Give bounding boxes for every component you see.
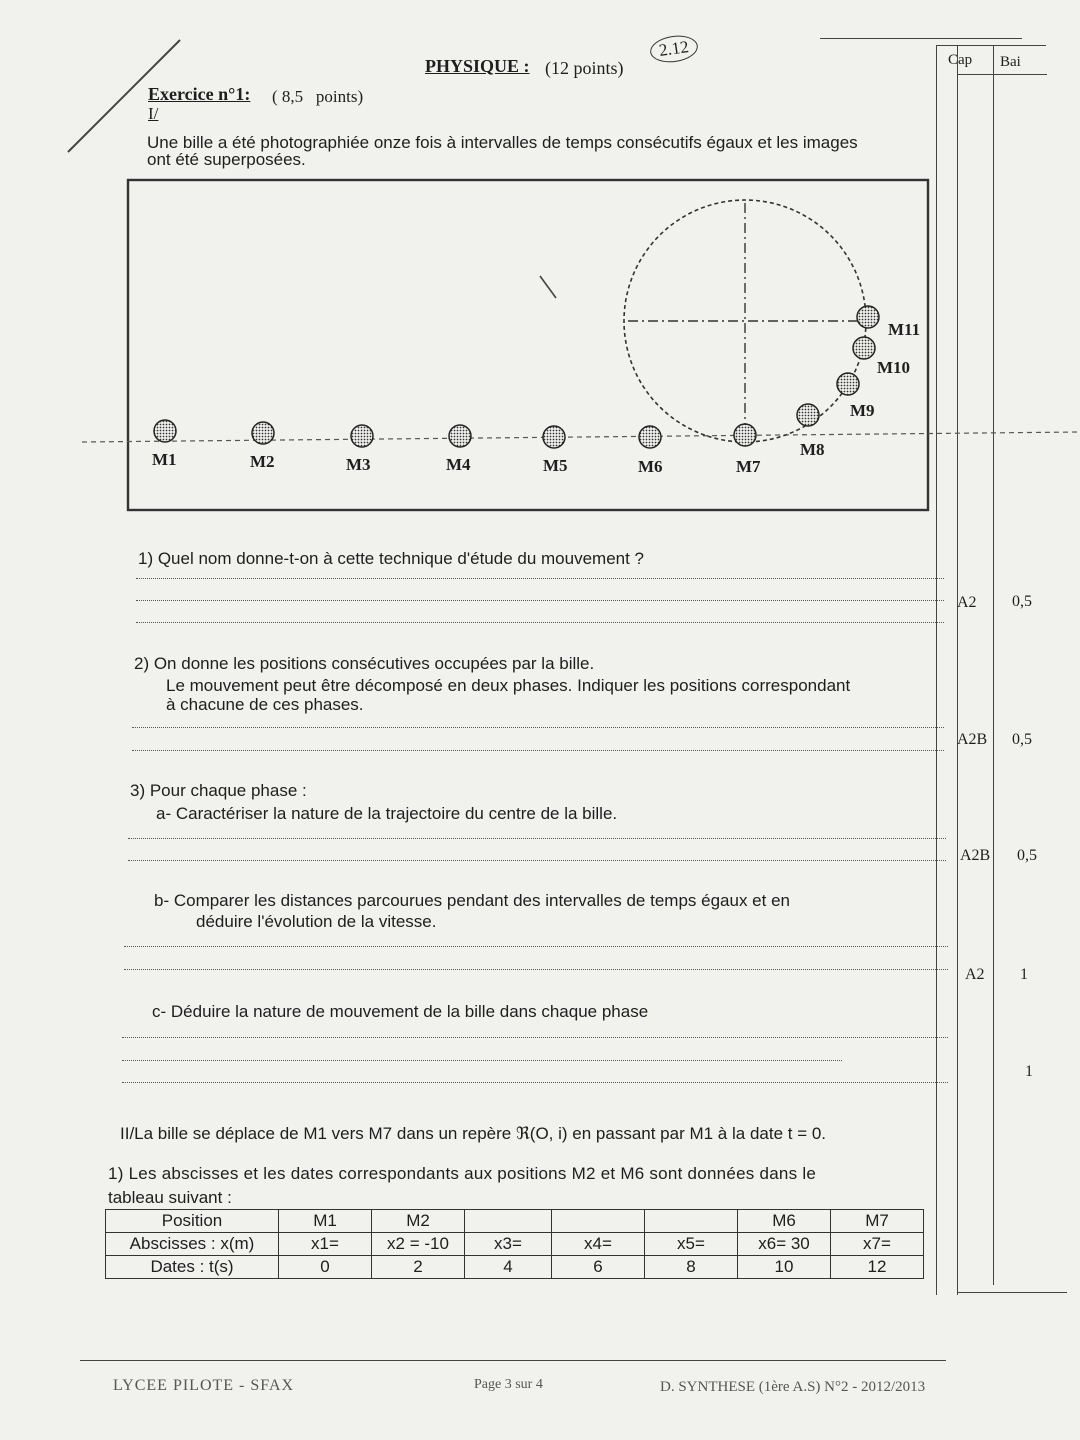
label-m1: M1: [152, 450, 177, 469]
ball-m5: [543, 426, 565, 448]
table-cell: M6: [738, 1210, 831, 1233]
trajectory-line: [82, 432, 1080, 442]
table-cell: 12: [831, 1256, 924, 1279]
answer-line: [132, 727, 944, 728]
part-two-question-1-line-2: tableau suivant :: [108, 1188, 232, 1207]
right-column-bottom-rule: [957, 1292, 1067, 1293]
question-2-line-1: 2) On donne les positions consécutives occupées par la bille.: [134, 654, 595, 673]
right-column-header-rule: [936, 45, 1046, 46]
table-cell: [645, 1210, 738, 1233]
stray-mark: [540, 276, 556, 298]
label-m4: M4: [446, 455, 471, 474]
answer-line: [132, 750, 944, 751]
question-3: 3) Pour chaque phase :: [130, 781, 307, 800]
table-cell: x5=: [645, 1233, 738, 1256]
ball-m9: [837, 373, 859, 395]
footer-exam: D. SYNTHESE (1ère A.S) N°2 - 2012/2013: [660, 1379, 926, 1395]
label-m9: M9: [850, 401, 875, 420]
table-cell: x1=: [279, 1233, 372, 1256]
ball-m6: [639, 426, 661, 448]
footer-rule: [80, 1360, 946, 1361]
answer-line: [128, 838, 946, 839]
table-row-header: Position: [106, 1210, 279, 1233]
answer-line: [124, 946, 948, 947]
answer-line: [122, 1037, 948, 1038]
grading-points-5: 1: [1025, 1063, 1033, 1080]
exercise-points: ( 8,5 points): [272, 87, 364, 106]
question-3c: c- Déduire la nature de mouvement de la bille dans chaque phase: [152, 1002, 649, 1021]
table-cell: x3=: [465, 1233, 552, 1256]
subject-title: PHYSIQUE :: [425, 56, 530, 76]
part-two-intro: II/La bille se déplace de M1 vers M7 dans un repère ℜ(O, i) en passant par M1 à la date t = 0.: [120, 1124, 827, 1143]
table-cell: 0: [279, 1256, 372, 1279]
question-3b-line-1: b- Comparer les distances parcourues pendant des intervalles de temps égaux et en: [154, 891, 790, 910]
question-3a: a- Caractériser la nature de la trajectoire du centre de la bille.: [156, 804, 618, 823]
table-cell: 4: [465, 1256, 552, 1279]
label-m3: M3: [346, 455, 371, 474]
ball-m2: [252, 422, 274, 444]
label-m11: M11: [888, 320, 921, 339]
table-cell: 2: [372, 1256, 465, 1279]
label-m7: M7: [736, 457, 761, 476]
intro-line-1: Une bille a été photographiée onze fois à intervalles de temps consécutifs égaux et les images: [147, 133, 858, 152]
table-row: [106, 1256, 924, 1279]
label-m2: M2: [250, 452, 275, 471]
exercise-title: Exercice n°1:: [148, 84, 251, 104]
question-2-line-3: à chacune de ces phases.: [166, 695, 364, 714]
question-1: 1) Quel nom donne-t-on à cette technique d'étude du mouvement ?: [138, 549, 645, 568]
grading-points-4: 1: [1020, 966, 1028, 983]
table-row: [106, 1233, 924, 1256]
ball-m11: [857, 306, 879, 328]
part-two-question-1-line-1: 1) Les abscisses et les dates correspondants aux positions M2 et M6 sont données dans le: [108, 1164, 817, 1183]
grading-cap-3: A2B: [960, 847, 991, 864]
table-cell: M2: [372, 1210, 465, 1233]
ball-m4: [449, 425, 471, 447]
grading-points-1: 0,5: [1012, 593, 1032, 610]
grading-points-3: 0,5: [1017, 847, 1037, 864]
grading-points-2: 0,5: [1012, 731, 1032, 748]
ball-m10: [853, 337, 875, 359]
page-mark: 2.12: [648, 33, 699, 65]
answer-line: [128, 860, 946, 861]
table-cell: 10: [738, 1256, 831, 1279]
ball-m8: [797, 404, 819, 426]
bar-header: Bai: [1000, 54, 1021, 70]
subject-points: (12 points): [545, 58, 624, 78]
table-cell: x4=: [552, 1233, 645, 1256]
table-cell: x2 = -10: [372, 1233, 465, 1256]
table-cell: 8: [645, 1256, 738, 1279]
figure-frame: [128, 180, 928, 510]
footer-school: LYCEE PILOTE - SFAX: [113, 1377, 295, 1394]
table-cell: x7=: [831, 1233, 924, 1256]
footer-page: Page 3 sur 4: [474, 1377, 543, 1392]
part-one-label: I/: [148, 104, 159, 123]
grading-cap-1: A2: [957, 594, 977, 611]
ball-m1: [154, 420, 176, 442]
answer-line: [124, 969, 948, 970]
answer-line: [122, 1060, 842, 1061]
table-row-header: Abscisses : x(m): [106, 1233, 279, 1256]
right-column-top-rule: [820, 38, 1022, 39]
table-cell: 6: [552, 1256, 645, 1279]
grading-cap-4: A2: [965, 966, 985, 983]
label-m5: M5: [543, 456, 568, 475]
cap-header: Cap: [948, 52, 973, 68]
answer-line: [122, 1082, 948, 1083]
right-column-header-bottom: [957, 74, 1047, 75]
table-cell: x6= 30: [738, 1233, 831, 1256]
table-row-header: Dates : t(s): [106, 1256, 279, 1279]
table-cell: M7: [831, 1210, 924, 1233]
table-cell: [552, 1210, 645, 1233]
label-m6: M6: [638, 457, 663, 476]
label-m8: M8: [800, 440, 825, 459]
table-cell: M1: [279, 1210, 372, 1233]
label-m10: M10: [877, 358, 911, 377]
positions-table: [105, 1209, 924, 1279]
table-cell: [465, 1210, 552, 1233]
answer-line: [136, 622, 944, 623]
answer-line: [136, 578, 944, 579]
table-row: [106, 1210, 924, 1233]
ball-m3: [351, 425, 373, 447]
answer-line: [136, 600, 944, 601]
question-3b-line-2: déduire l'évolution de la vitesse.: [196, 912, 437, 931]
intro-line-2: ont été superposées.: [147, 150, 306, 169]
ball-m7: [734, 424, 756, 446]
grading-cap-2: A2B: [957, 731, 988, 748]
question-2-line-2: Le mouvement peut être décomposé en deux phases. Indiquer les positions correspondant: [166, 676, 851, 695]
